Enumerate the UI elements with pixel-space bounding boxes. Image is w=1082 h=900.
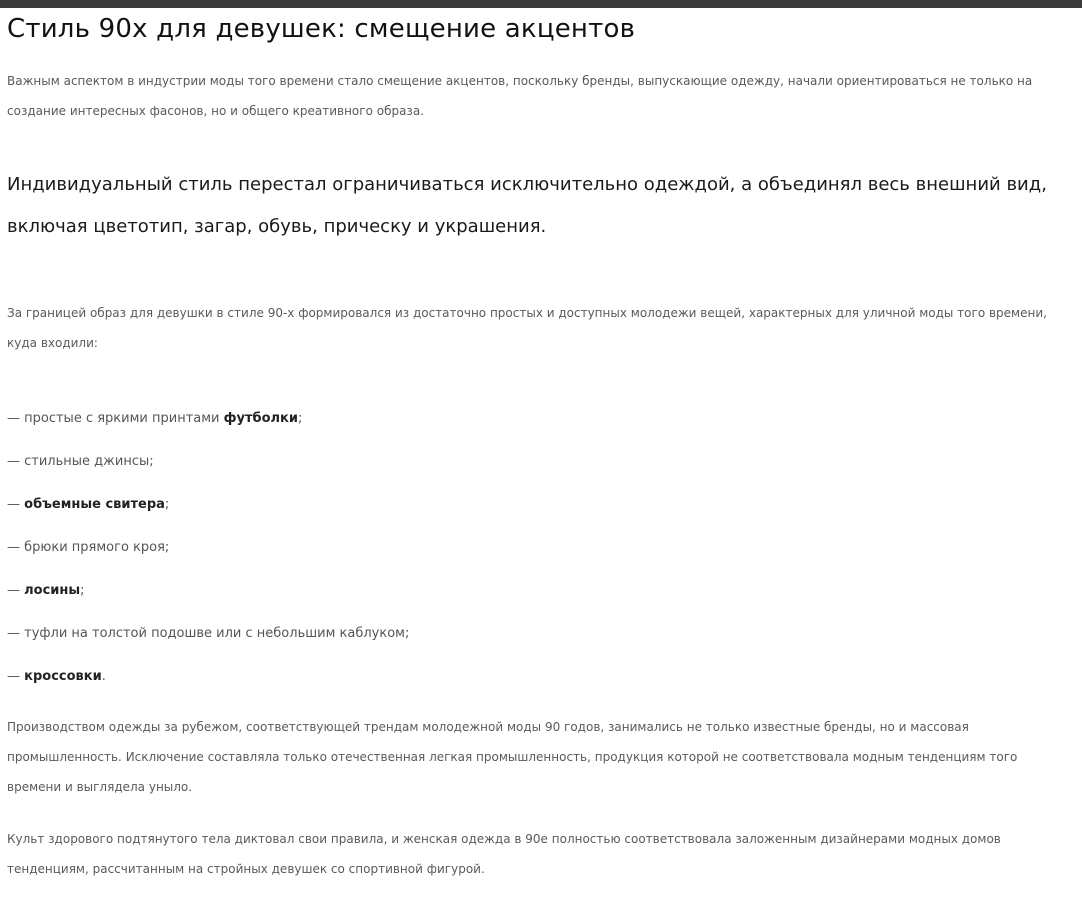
list-item-suffix: .: [101, 669, 106, 684]
list-item-text: —: [7, 583, 25, 598]
list-item-bold: футболки: [223, 411, 298, 426]
paragraph-healthy-body: Культ здорового подтянутого тела диктовал свои правила, и женская одежда в 90е полностью соответствовала заложенным дизайнерами модных домов тенденциям, рассчитанным на стройных девушек со спортивной фигурой.: [7, 832, 1001, 876]
list-item: [7, 655, 1069, 698]
paragraph-abroad: За границей образ для девушки в стиле 90-х формировался из достаточно простых и доступных молодежи вещей, характерных для уличной моды того времени, куда входили:: [7, 306, 1047, 350]
article: [7, 8, 1069, 884]
lead-paragraph: Индивидуальный стиль перестал ограничиваться исключительно одеждой, а объединял весь внешний вид, включая цветотип, загар, обувь, прическу и украшения.: [7, 174, 1047, 237]
list-item: [7, 397, 1069, 440]
list-item-text: —: [7, 669, 25, 684]
article-title: Стиль 90х для девушек: смещение акцентов: [7, 14, 636, 44]
list-item-suffix: ;: [164, 497, 170, 512]
list-item-text: — простые с яркими принтами: [7, 411, 224, 426]
list-item-bold: лосины: [24, 583, 81, 598]
list-item: [7, 612, 1069, 655]
list-item-text: — стильные джинсы;: [7, 454, 154, 469]
top-border: [0, 0, 1082, 8]
list-item: [7, 440, 1069, 483]
intro-paragraph: Важным аспектом в индустрии моды того времени стало смещение акцентов, поскольку бренды, выпускающие одежду, начали ориентироваться не только на создание интересных фасонов, но и общего креативного образа.: [7, 74, 1033, 118]
list-item: [7, 569, 1069, 612]
list-item-text: — туфли на толстой подошве или с небольшим каблуком;: [7, 626, 410, 641]
list-item: [7, 483, 1069, 526]
clothing-list: [7, 397, 1069, 698]
list-item: [7, 526, 1069, 569]
list-item-bold: кроссовки: [24, 669, 102, 684]
list-item-suffix: ;: [298, 411, 303, 426]
list-item-text: —: [7, 497, 25, 512]
list-item-bold: объемные свитера: [24, 497, 165, 512]
paragraph-production: Производством одежды за рубежом, соответствующей трендам молодежной моды 90 годов, занимались не только известные бренды, но и массовая промышленность. Исключение составляла только отечественная легкая промышленность, продукция которой не соответствовала модным тенденциям того времени и выглядела уныло.: [7, 720, 1018, 794]
list-item-suffix: ;: [80, 583, 85, 598]
list-item-text: — брюки прямого кроя;: [7, 540, 170, 555]
